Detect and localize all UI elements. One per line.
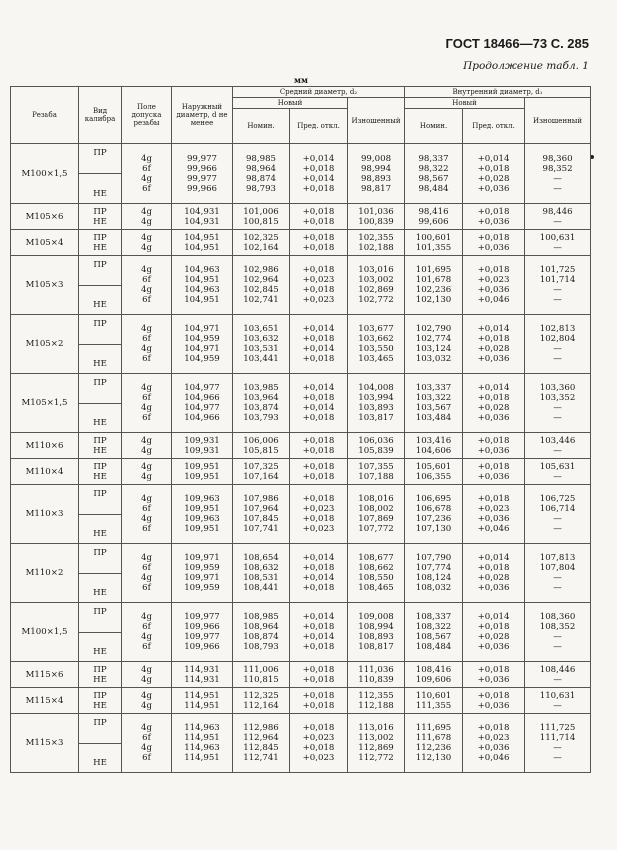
tolerance-cell: 4g 6f 4g 6f (122, 256, 172, 315)
pitch-worn-cell: 102,355 102,188 (348, 230, 405, 256)
inner-nom-cell: 108,416 109,606 (405, 662, 463, 688)
inner-nom-cell: 102,790 102,774 103,124 103,032 (405, 315, 463, 374)
table-row (11, 662, 591, 688)
table-row (11, 433, 591, 459)
thread-cell: M110×4 (11, 459, 79, 485)
tolerance-cell: 4g 6f 4g 6f (122, 714, 172, 773)
pitch-worn-cell: 108,677 108,662 108,550 108,465 (348, 544, 405, 603)
inner-dev-cell: +0,018 +0,036 (463, 662, 525, 688)
inner-nom-cell: 98,337 98,322 98,567 98,484 (405, 144, 463, 204)
outer-diameter-cell: 104,931 104,931 (172, 204, 233, 230)
inner-nom-cell: 111,695 111,678 112,236 112,130 (405, 714, 463, 773)
table-row (11, 688, 591, 714)
gauge-cell: ПР НЕ (79, 688, 122, 714)
tolerance-cell: 4g 4g (122, 459, 172, 485)
gauge-cell: ПР НЕ (79, 485, 122, 544)
inner-worn-cell: 101,725 101,714 — — (525, 256, 591, 315)
pitch-worn-cell: 109,008 108,994 108,893 108,817 (348, 603, 405, 662)
pitch-dev-cell: +0,018 +0,018 (290, 459, 348, 485)
col-inner-dev: Пред. откл. (463, 109, 525, 144)
inner-worn-cell: 110,631 — (525, 688, 591, 714)
inner-dev-cell: +0,018 +0,023 +0,036 +0,046 (463, 714, 525, 773)
outer-diameter-cell: 104,951 104,951 (172, 230, 233, 256)
col-pitch-dev: Пред. откл. (290, 109, 348, 144)
inner-dev-cell: +0,014 +0,018 +0,028 +0,036 (463, 144, 525, 204)
table-row (11, 315, 591, 374)
outer-diameter-cell: 114,963 114,951 114,963 114,951 (172, 714, 233, 773)
thread-cell: M105×3 (11, 256, 79, 315)
table-row (11, 544, 591, 603)
pitch-nom-cell: 112,325 112,164 (233, 688, 290, 714)
gauge-table (10, 86, 591, 773)
pitch-worn-cell: 108,016 108,002 107,869 107,772 (348, 485, 405, 544)
gauge-cell: ПР НЕ (79, 544, 122, 603)
thread-cell: M105×2 (11, 315, 79, 374)
inner-worn-cell: 103,446 — (525, 433, 591, 459)
pitch-nom-cell: 111,006 110,815 (233, 662, 290, 688)
pitch-worn-cell: 101,036 100,839 (348, 204, 405, 230)
inner-nom-cell: 98,416 99,606 (405, 204, 463, 230)
inner-nom-cell: 103,337 103,322 103,567 103,484 (405, 374, 463, 433)
gauge-cell: ПР НЕ (79, 315, 122, 374)
gauge-cell: ПР НЕ (79, 662, 122, 688)
gauge-cell: ПР НЕ (79, 144, 122, 204)
pitch-dev-cell: +0,018 +0,018 (290, 662, 348, 688)
outer-diameter-cell: 99,977 99,966 99,977 99,966 (172, 144, 233, 204)
col-gauge: Вид калибра (79, 87, 122, 144)
pitch-dev-cell: +0,018 +0,018 (290, 204, 348, 230)
pitch-dev-cell: +0,018 +0,018 (290, 230, 348, 256)
table-row (11, 204, 591, 230)
pitch-nom-cell: 102,986 102,964 102,845 102,741 (233, 256, 290, 315)
outer-diameter-cell: 109,931 109,931 (172, 433, 233, 459)
outer-diameter-cell: 109,977 109,966 109,977 109,966 (172, 603, 233, 662)
pitch-dev-cell: +0,018 +0,018 (290, 433, 348, 459)
pitch-worn-cell: 106,036 105,839 (348, 433, 405, 459)
thread-cell: M110×6 (11, 433, 79, 459)
gauge-cell: ПР НЕ (79, 714, 122, 773)
thread-cell: M105×6 (11, 204, 79, 230)
col-thread: Резьба (11, 87, 79, 144)
inner-dev-cell: +0,018 +0,023 +0,036 +0,046 (463, 256, 525, 315)
tolerance-cell: 4g 6f 4g 6f (122, 374, 172, 433)
inner-worn-cell: 107,813 107,804 — — (525, 544, 591, 603)
tolerance-cell: 4g 4g (122, 204, 172, 230)
inner-dev-cell: +0,018 +0,036 (463, 459, 525, 485)
inner-worn-cell: 102,813 102,804 — — (525, 315, 591, 374)
table-row (11, 603, 591, 662)
gauge-cell: ПР НЕ (79, 230, 122, 256)
tolerance-cell: 4g 4g (122, 433, 172, 459)
inner-nom-cell: 103,416 104,606 (405, 433, 463, 459)
table-row (11, 459, 591, 485)
inner-dev-cell: +0,018 +0,036 (463, 688, 525, 714)
col-pitch-new: Новый (233, 98, 348, 109)
outer-diameter-cell: 114,951 114,951 (172, 688, 233, 714)
tolerance-cell: 4g 6f 4g 6f (122, 485, 172, 544)
inner-nom-cell: 110,601 111,355 (405, 688, 463, 714)
pitch-nom-cell: 106,006 105,815 (233, 433, 290, 459)
inner-dev-cell: +0,014 +0,018 +0,028 +0,036 (463, 374, 525, 433)
pitch-worn-cell: 103,677 103,662 103,550 103,465 (348, 315, 405, 374)
inner-nom-cell: 101,695 101,678 102,236 102,130 (405, 256, 463, 315)
table-row (11, 714, 591, 773)
tolerance-cell: 4g 6f 4g 6f (122, 144, 172, 204)
pitch-dev-cell: +0,014 +0,018 +0,014 +0,018 (290, 144, 348, 204)
pitch-nom-cell: 101,006 100,815 (233, 204, 290, 230)
pitch-dev-cell: +0,014 +0,018 +0,014 +0,018 (290, 603, 348, 662)
table-row (11, 374, 591, 433)
thread-cell: M115×3 (11, 714, 79, 773)
gauge-cell: ПР НЕ (79, 459, 122, 485)
inner-worn-cell: 111,725 111,714 — — (525, 714, 591, 773)
col-inner-nom: Номин. (405, 109, 463, 144)
inner-worn-cell: 106,725 106,714 — — (525, 485, 591, 544)
inner-dev-cell: +0,014 +0,018 +0,028 +0,036 (463, 315, 525, 374)
outer-diameter-cell: 104,963 104,951 104,963 104,951 (172, 256, 233, 315)
col-tolerance: Поле допуска резьбы (122, 87, 172, 144)
pitch-worn-cell: 103,016 103,002 102,869 102,772 (348, 256, 405, 315)
pitch-nom-cell: 107,325 107,164 (233, 459, 290, 485)
thread-cell: M115×4 (11, 688, 79, 714)
pitch-dev-cell: +0,018 +0,023 +0,018 +0,023 (290, 485, 348, 544)
pitch-nom-cell: 103,985 103,964 103,874 103,793 (233, 374, 290, 433)
inner-dev-cell: +0,018 +0,036 (463, 433, 525, 459)
col-outer: Наружный диаметр, d не менее (172, 87, 233, 144)
inner-worn-cell: 108,360 108,352 — — (525, 603, 591, 662)
inner-nom-cell: 108,337 108,322 108,567 108,484 (405, 603, 463, 662)
pitch-nom-cell: 108,654 108,632 108,531 108,441 (233, 544, 290, 603)
thread-cell: M115×6 (11, 662, 79, 688)
table-continuation-label: Продолжение табл. 1 (463, 60, 589, 72)
pitch-dev-cell: +0,014 +0,018 +0,014 +0,018 (290, 315, 348, 374)
inner-dev-cell: +0,018 +0,023 +0,036 +0,046 (463, 485, 525, 544)
inner-nom-cell: 107,790 107,774 108,124 108,032 (405, 544, 463, 603)
tolerance-cell: 4g 6f 4g 6f (122, 544, 172, 603)
table-body (11, 144, 591, 773)
thread-cell: M110×3 (11, 485, 79, 544)
inner-worn-cell: 98,360 98,352 — — (525, 144, 591, 204)
table-row (11, 230, 591, 256)
outer-diameter-cell: 104,971 104,959 104,971 104,959 (172, 315, 233, 374)
tolerance-cell: 4g 4g (122, 662, 172, 688)
pitch-dev-cell: +0,014 +0,018 +0,014 +0,018 (290, 544, 348, 603)
page-header: ГОСТ 18466—73 С. 285 (445, 36, 589, 51)
pitch-nom-cell: 103,651 103,632 103,531 103,441 (233, 315, 290, 374)
tolerance-cell: 4g 4g (122, 688, 172, 714)
inner-nom-cell: 100,601 101,355 (405, 230, 463, 256)
table-row (11, 144, 591, 204)
inner-nom-cell: 106,695 106,678 107,236 107,130 (405, 485, 463, 544)
pitch-dev-cell: +0,018 +0,023 +0,018 +0,023 (290, 714, 348, 773)
tolerance-cell: 4g 6f 4g 6f (122, 315, 172, 374)
pitch-dev-cell: +0,018 +0,023 +0,018 +0,023 (290, 256, 348, 315)
outer-diameter-cell: 109,963 109,951 109,963 109,951 (172, 485, 233, 544)
pitch-nom-cell: 98,985 98,964 98,874 98,793 (233, 144, 290, 204)
gauge-cell: ПР НЕ (79, 256, 122, 315)
gauge-cell: ПР НЕ (79, 374, 122, 433)
gauge-cell: ПР НЕ (79, 603, 122, 662)
outer-diameter-cell: 109,971 109,959 109,971 109,959 (172, 544, 233, 603)
table-row (11, 485, 591, 544)
pitch-nom-cell: 102,325 102,164 (233, 230, 290, 256)
inner-dev-cell: +0,014 +0,018 +0,028 +0,036 (463, 544, 525, 603)
pitch-dev-cell: +0,018 +0,018 (290, 688, 348, 714)
inner-worn-cell: 108,446 — (525, 662, 591, 688)
thread-cell: M100×1,5 (11, 603, 79, 662)
table-row (11, 256, 591, 315)
col-inner-worn: Изношенный (525, 98, 591, 144)
inner-nom-cell: 105,601 106,355 (405, 459, 463, 485)
inner-dev-cell: +0,018 +0,036 (463, 204, 525, 230)
unit-label: мм (294, 75, 308, 85)
pitch-worn-cell: 113,016 113,002 112,869 112,772 (348, 714, 405, 773)
outer-diameter-cell: 104,977 104,966 104,977 104,966 (172, 374, 233, 433)
col-pitch-worn: Изношенный (348, 98, 405, 144)
pitch-worn-cell: 107,355 107,188 (348, 459, 405, 485)
pitch-worn-cell: 99,008 98,994 98,893 98,817 (348, 144, 405, 204)
gauge-cell: ПР НЕ (79, 204, 122, 230)
col-inner-group: Внутренний диаметр, d₁ (405, 87, 591, 98)
col-pitch-group: Средний диаметр, d₂ (233, 87, 405, 98)
inner-dev-cell: +0,014 +0,018 +0,028 +0,036 (463, 603, 525, 662)
col-inner-new: Новый (405, 98, 525, 109)
inner-dev-cell: +0,018 +0,036 (463, 230, 525, 256)
tolerance-cell: 4g 6f 4g 6f (122, 603, 172, 662)
inner-worn-cell: 98,446 — (525, 204, 591, 230)
outer-diameter-cell: 114,931 114,931 (172, 662, 233, 688)
pitch-dev-cell: +0,014 +0,018 +0,014 +0,018 (290, 374, 348, 433)
pitch-nom-cell: 108,985 108,964 108,874 108,793 (233, 603, 290, 662)
col-pitch-nom: Номин. (233, 109, 290, 144)
tolerance-cell: 4g 4g (122, 230, 172, 256)
inner-worn-cell: 103,360 103,352 — — (525, 374, 591, 433)
inner-worn-cell: 100,631 — (525, 230, 591, 256)
pitch-worn-cell: 111,036 110,839 (348, 662, 405, 688)
inner-worn-cell: 105,631 — (525, 459, 591, 485)
thread-cell: M105×4 (11, 230, 79, 256)
gauge-cell: ПР НЕ (79, 433, 122, 459)
pitch-nom-cell: 112,986 112,964 112,845 112,741 (233, 714, 290, 773)
thread-cell: M105×1,5 (11, 374, 79, 433)
thread-cell: M100×1,5 (11, 144, 79, 204)
pitch-nom-cell: 107,986 107,964 107,845 107,741 (233, 485, 290, 544)
pitch-worn-cell: 104,008 103,994 103,893 103,817 (348, 374, 405, 433)
pitch-worn-cell: 112,355 112,188 (348, 688, 405, 714)
outer-diameter-cell: 109,951 109,951 (172, 459, 233, 485)
thread-cell: M110×2 (11, 544, 79, 603)
